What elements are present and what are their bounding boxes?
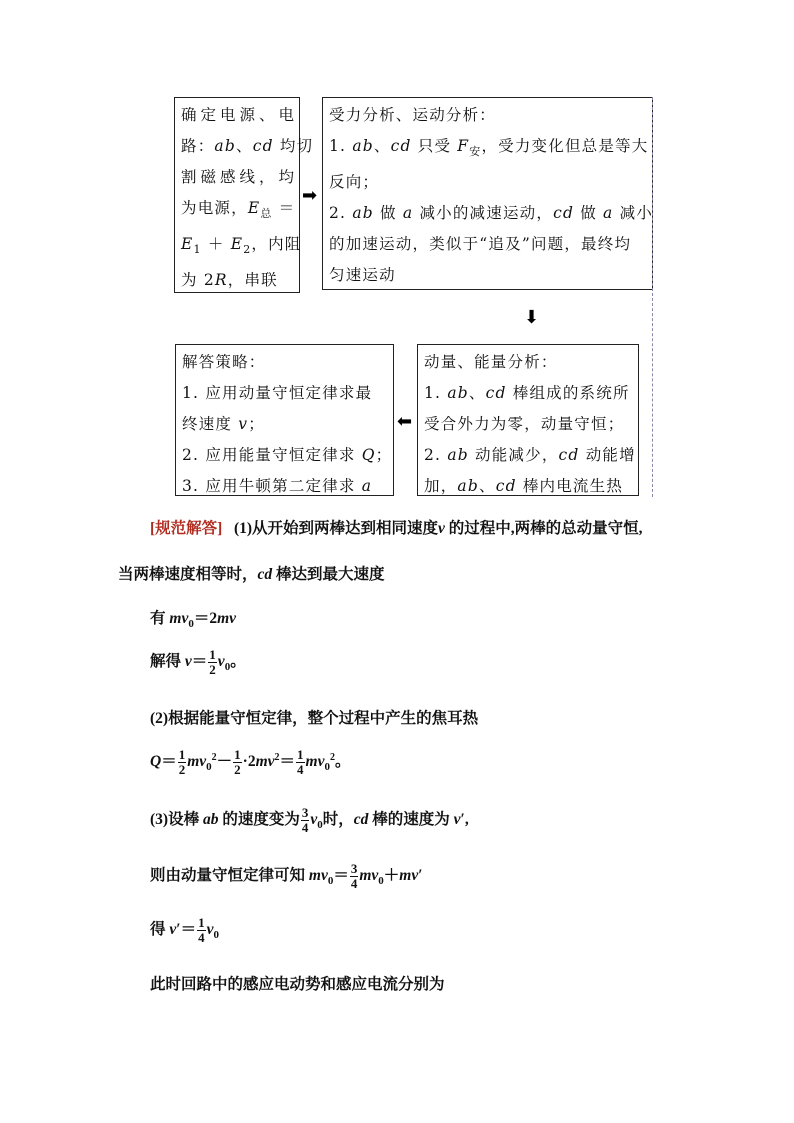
source-line-2: 路：ab、cd 均切 xyxy=(181,137,314,155)
solution-line-9: 得 v′＝ $\frac{1}{4}$ $v_0$ xyxy=(150,915,220,945)
force-line-6: 匀速运动 xyxy=(329,266,396,285)
source-line-6: 为 2R，串联 xyxy=(181,271,278,290)
solution-line-10: 此时回路中的感应电动势和感应电流分别为 xyxy=(150,976,445,993)
source-line-3: 割磁感线，均 xyxy=(181,168,299,186)
energy-line-5: 加，ab、cd 棒内电流生热 xyxy=(424,477,624,495)
source-line-5: $E_1 + E_2$，内阻 xyxy=(181,235,302,257)
solution-line-1: [规范解答] (1)从开始到两棒达到相同速度v 的过程中,两棒的总动量守恒, xyxy=(150,520,643,537)
solution-line-3: 有 $mv_0=2mv$ xyxy=(150,610,237,631)
fraction-half: $\frac{1}{2}$ xyxy=(209,647,216,677)
solution-line-2: 当两棒速度相等时，cd 棒达到最大速度 xyxy=(118,566,385,583)
solution-line-6: Q＝ $\frac{1}{2}$ $mv_0^2-$ $\frac{1}{2}$ $\cdot 2mv^2=$ $\frac{1}{4}$ $mv_0^2$。 xyxy=(150,747,351,777)
solution-line-5: (2)根据能量守恒定律，整个过程中产生的焦耳热 xyxy=(150,710,479,727)
flow-box-strategy xyxy=(175,344,394,496)
energy-line-2: 1. ab、cd 棒组成的系统所 xyxy=(424,384,630,402)
flow-box-power-source xyxy=(174,97,314,293)
solution-line-8: 则由动量守恒定律可知 $mv_0=$ $\frac{3}{4}$ $mv_0+mv'$ xyxy=(150,861,423,891)
solution-line-7: (3)设棒 ab 的速度变为 $\frac{3}{4}$ $v_0$时，cd 棒的速度为 v′, xyxy=(150,805,469,835)
force-line-1: 受力分析、运动分析： xyxy=(329,106,497,124)
energy-line-3: 受合外力为零，动量守恒； xyxy=(424,415,625,433)
arrow-down-icon: ⬇ xyxy=(524,307,540,328)
solution-tag: [规范解答] xyxy=(150,520,223,537)
strategy-line-3: 终速度 v； xyxy=(182,415,265,433)
solution-line-4: 解得 v＝ $\frac{1}{2}$ $v_0$。 xyxy=(150,647,246,677)
strategy-line-5: 3. 应用牛顿第二定律求 a xyxy=(182,477,373,495)
strategy-line-1: 解答策略： xyxy=(182,353,266,371)
arrow-right-icon: ➡ xyxy=(302,185,318,206)
energy-line-4: 2. ab 动能减少，cd 动能增 xyxy=(424,446,636,464)
force-line-4: 2. ab 做 a 减小的减速运动，cd 做 a 减小 xyxy=(329,204,654,223)
energy-line-1: 动量、能量分析： xyxy=(424,353,558,371)
strategy-line-2: 1. 应用动量守恒定律求最 xyxy=(182,384,373,402)
source-line-4: 为电源，$E_总$ ＝ xyxy=(181,199,296,221)
flow-box-momentum-energy xyxy=(417,344,639,496)
force-line-2: 1. ab、cd 只受 $F_安$，受力变化但总是等大 xyxy=(329,137,649,159)
force-line-5: 的加速运动，类似于“追及”问题，最终均 xyxy=(329,235,632,254)
flow-box-force-motion xyxy=(322,97,653,290)
strategy-line-4: 2. 应用能量守恒定律求 Q； xyxy=(182,446,393,464)
source-line-1: 确定电源、电 xyxy=(181,106,299,124)
force-line-3: 反向； xyxy=(329,173,380,192)
margin-dashed-line xyxy=(652,97,653,497)
arrow-left-icon: ⬅ xyxy=(397,411,413,432)
